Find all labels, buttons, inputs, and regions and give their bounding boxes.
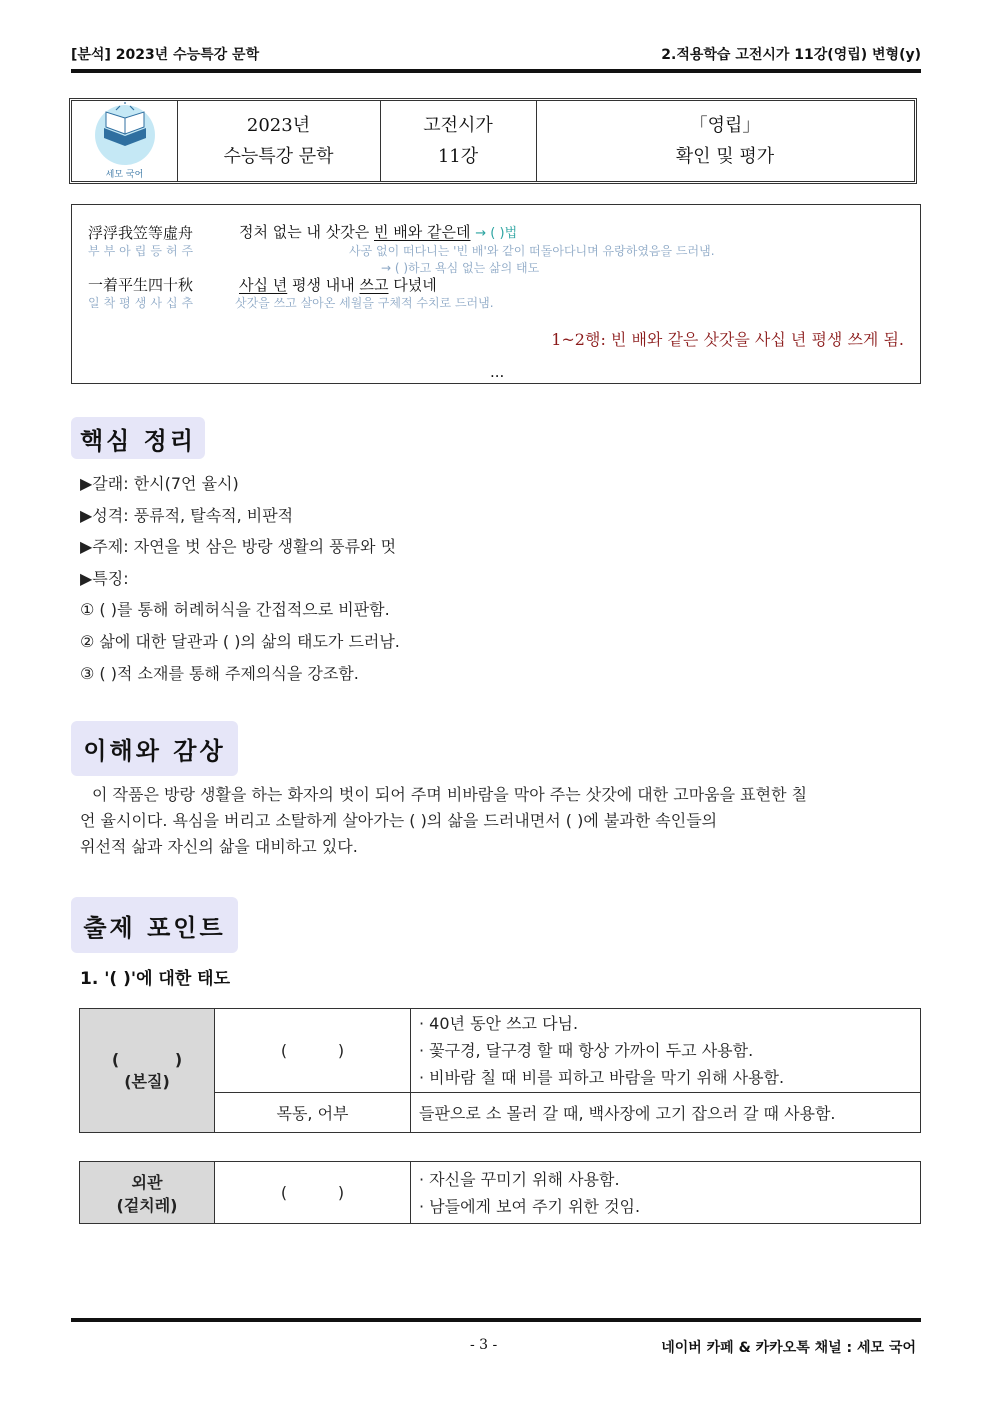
core-item: ▶갈래: 한시(7언 율시) <box>80 474 239 493</box>
essence-row1-items <box>411 1009 921 1093</box>
core-item: ▶성격: 풍류적, 탈속적, 비판적 <box>80 506 294 525</box>
poem-line2-reading: 일착평생사십추 <box>88 296 198 310</box>
footer-channel: 네이버 카페 & 카카오톡 채널 : 세모 국어 <box>661 1340 916 1356</box>
poem-line1-blank: → ( )법 <box>475 226 518 241</box>
title-book: 수능특강 문학 <box>223 146 334 167</box>
core-item: ▶주제: 자연을 벗 삼은 방랑 생활의 풍류와 멋 <box>80 537 397 556</box>
appreciation-line: 위선적 삶과 자신의 삶을 대비하고 있다. <box>80 837 358 856</box>
poem-line2-hanja: 一着平生四十秋 <box>88 276 194 294</box>
poem-line2-text-d: 다녔네 <box>388 276 437 294</box>
appreciation-line: 언 율시이다. 욕심을 버리고 소탈하게 살아가는 ( )의 삶을 드러내면서 ( )에 불과한 속인들의 <box>80 811 718 830</box>
attitude-table-appearance <box>79 1161 921 1224</box>
essence-header-cell <box>80 1009 215 1133</box>
appearance-header-sub: (겉치레) <box>116 1195 178 1215</box>
title-subtitle: 확인 및 평가 <box>675 146 775 167</box>
title-cell-unit <box>380 101 537 181</box>
list-item: · 남들에게 보여 주기 위한 것임. <box>419 1196 641 1216</box>
poem-line2-underlined-a: 사십 년 <box>239 276 288 294</box>
poem-summary: 1~2행: 빈 배와 같은 삿갓을 사십 년 평생 쓰게 됨. <box>551 330 904 349</box>
poem-line1-hanja: 浮浮我笠等虛舟 <box>88 224 194 242</box>
core-item: ▶특징: <box>80 569 129 588</box>
poem-line1-note1: 사공 없이 떠다니는 '빈 배'와 같이 떠돌아다니며 유랑하였음을 드러냄. <box>349 244 715 258</box>
appreciation-paragraph <box>80 782 922 860</box>
title-genre: 고전시가 <box>423 115 493 136</box>
footer-rule <box>71 1318 921 1322</box>
list-item: · 꽃구경, 달구경 할 때 항상 가까이 두고 사용함. <box>419 1041 754 1060</box>
essence-row2-text: 들판으로 소 몰러 갈 때, 백사장에 고기 잡으러 갈 때 사용함. <box>411 1093 921 1133</box>
list-item: · 비바람 칠 때 비를 피하고 바람을 막기 위해 사용함. <box>419 1068 785 1087</box>
list-item: · 자신을 꾸미기 위해 사용함. <box>419 1169 620 1189</box>
exam-question-1: 1. '( )'에 대한 태도 <box>80 969 231 989</box>
poem-ellipsis: ... <box>490 363 505 381</box>
title-year: 2023년 <box>246 115 311 136</box>
poem-line1-text: 정처 없는 내 삿갓은 <box>239 223 374 241</box>
core-item: ① ( )를 통해 허례허식을 간접적으로 비판함. <box>80 600 390 619</box>
logo-cell <box>72 101 178 181</box>
poem-line2-text-b: 평생 내내 <box>287 276 360 294</box>
appreciation-line: 이 작품은 방랑 생활을 하는 화자의 벗이 되어 주며 비바람을 막아 주는 삿갓에 대한 고마움을 표현한 칠 <box>92 785 808 804</box>
essence-row1-who: ( ) <box>215 1009 411 1093</box>
essence-row2-who: 목동, 어부 <box>215 1093 411 1133</box>
essence-header-label: (본질) <box>124 1071 170 1091</box>
header-right: 2.적용학습 고전시가 11강(영립) 변형(y) <box>661 47 921 63</box>
title-work: 「영립」 <box>689 115 761 136</box>
book-logo-icon <box>92 102 158 174</box>
section-appreciation-title: 이해와 감상 <box>71 721 238 776</box>
poem-line2-korean <box>239 274 437 295</box>
poem-line2-note: 삿갓을 쓰고 살아온 세월을 구체적 수치로 드러냄. <box>235 296 494 310</box>
appearance-who: ( ) <box>215 1162 411 1224</box>
core-item: ② 삶에 대한 달관과 ( )의 삶의 태도가 드러남. <box>80 632 400 651</box>
page-number: - 3 - <box>470 1337 498 1353</box>
attitude-table-essence <box>79 1008 921 1133</box>
poem-line1-korean <box>239 221 517 242</box>
essence-header-blank: ( ) <box>111 1049 183 1069</box>
appearance-header-label: 외관 <box>131 1172 163 1192</box>
list-item: · 40년 동안 쓰고 다님. <box>419 1014 579 1033</box>
poem-line1-note2: → ( )하고 욕심 없는 삶의 태도 <box>381 261 540 275</box>
appearance-items <box>411 1162 921 1224</box>
title-box <box>69 98 917 184</box>
poem-line1-reading: 부부아립등허주 <box>88 244 198 258</box>
appearance-header-cell <box>80 1162 215 1224</box>
logo-text: 세모 국어 <box>105 170 144 180</box>
header-left: [분석] 2023년 수능특강 문학 <box>71 47 260 63</box>
section-core-title: 핵심 정리 <box>71 417 205 459</box>
poem-box <box>71 204 921 384</box>
poem-line1-underlined: 빈 배와 같은데 <box>374 223 471 241</box>
title-lesson: 11강 <box>437 146 479 167</box>
section-exam-title: 출제 포인트 <box>71 897 238 953</box>
header-rule <box>71 69 921 73</box>
poem-line2-underlined-c: 쓰고 <box>359 276 389 294</box>
title-cell-year <box>177 101 381 181</box>
core-item: ③ ( )적 소재를 통해 주제의식을 강조함. <box>80 664 359 683</box>
title-cell-work <box>536 101 914 181</box>
